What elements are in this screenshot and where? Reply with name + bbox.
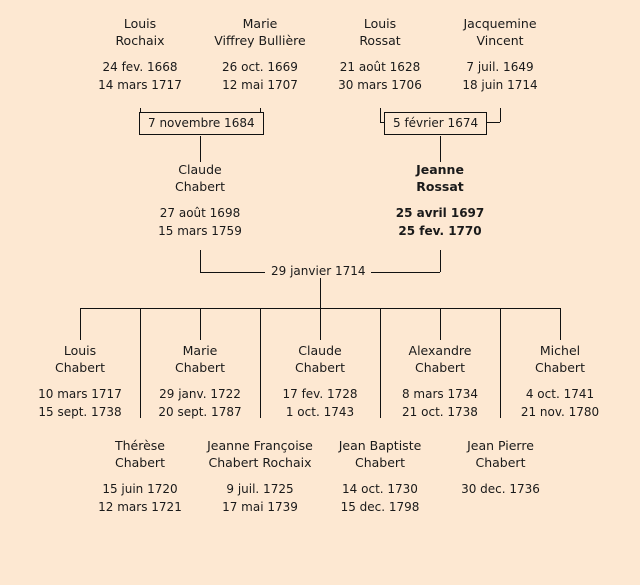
person-birth-date: 26 oct. 1669	[222, 59, 298, 74]
person-last-name: Chabert	[175, 359, 225, 375]
connector-line	[140, 308, 141, 418]
person-claude-chabert-fils	[266, 343, 374, 420]
person-death-date: 12 mai 1707	[222, 77, 298, 92]
person-birth-date: 15 juin 1720	[102, 481, 178, 496]
person-claude-chabert	[140, 162, 260, 239]
person-first-name: Louis	[123, 16, 157, 31]
marriage-date-rochaix	[139, 112, 264, 135]
person-death-date: 30 mars 1706	[338, 77, 422, 92]
person-last-name: Rossat	[359, 32, 401, 48]
person-last-name: Viffrey Bullière	[214, 32, 306, 48]
person-first-name: Thérèse	[114, 438, 165, 453]
person-jean-baptiste-chabert	[320, 438, 440, 515]
person-alexandre-chabert	[386, 343, 494, 420]
connector-line	[560, 308, 561, 340]
person-birth-date: 21 août 1628	[339, 59, 421, 74]
connector-line	[440, 250, 441, 272]
person-last-name: Chabert	[55, 359, 105, 375]
marriage-date-label: 29 janvier 1714	[271, 264, 366, 278]
person-birth-date: 10 mars 1717	[38, 386, 122, 401]
person-death-date: 21 nov. 1780	[520, 404, 600, 419]
connector-line	[380, 308, 381, 418]
person-first-name: Jean Baptiste	[338, 438, 422, 453]
person-last-name: Chabert	[415, 359, 465, 375]
connector-line	[500, 108, 501, 122]
person-birth-date: 14 oct. 1730	[342, 481, 418, 496]
person-last-name: Chabert	[175, 178, 225, 194]
person-marie-chabert	[146, 343, 254, 420]
person-louis-rochaix	[80, 16, 200, 93]
person-birth-date: 27 août 1698	[159, 205, 241, 220]
person-birth-date: 30 dec. 1736	[461, 481, 540, 496]
person-death-date: 18 juin 1714	[462, 77, 538, 92]
person-first-name: Marie	[182, 343, 218, 358]
person-birth-date: 17 fev. 1728	[282, 386, 358, 401]
person-michel-chabert	[506, 343, 614, 420]
person-louis-rossat	[320, 16, 440, 93]
person-death-date: 14 mars 1717	[98, 77, 182, 92]
person-first-name: Louis	[363, 16, 397, 31]
person-birth-date: 25 avril 1697	[395, 205, 485, 220]
person-first-name: Louis	[63, 343, 97, 358]
person-birth-date: 4 oct. 1741	[525, 386, 595, 401]
person-last-name: Chabert	[295, 359, 345, 375]
person-last-name: Rochaix	[115, 32, 165, 48]
connector-line	[200, 250, 201, 272]
person-first-name: Jeanne Françoise	[207, 438, 313, 453]
person-jacquemine-vincent	[438, 16, 562, 93]
connector-line	[380, 108, 381, 122]
person-first-name: Alexandre	[408, 343, 472, 358]
person-death-date: 21 oct. 1738	[402, 404, 478, 419]
person-birth-date: 7 juil. 1649	[466, 59, 534, 74]
connector-line	[200, 308, 201, 340]
marriage-date-rossat	[384, 112, 487, 135]
person-last-name: Chabert	[475, 454, 526, 470]
person-last-name: Vincent	[476, 32, 524, 48]
person-death-date: 1 oct. 1743	[285, 404, 355, 419]
person-death-date: 17 mai 1739	[222, 499, 298, 514]
person-death-date: 20 sept. 1787	[158, 404, 242, 419]
person-marie-viffrey-bulliere	[195, 16, 325, 93]
connector-line	[320, 308, 321, 340]
person-jeanne-francoise-chabert-rochaix	[190, 438, 330, 515]
person-first-name: Jeanne	[416, 162, 464, 177]
person-last-name: Rossat	[416, 178, 464, 194]
person-jeanne-rossat	[380, 162, 500, 239]
marriage-date-label: 5 février 1674	[393, 116, 479, 130]
person-birth-date: 8 mars 1734	[401, 386, 479, 401]
person-birth-date: 9 juil. 1725	[226, 481, 294, 496]
person-death-date: 12 mars 1721	[98, 499, 182, 514]
connector-line	[440, 136, 441, 162]
person-first-name: Jacquemine	[463, 16, 537, 31]
person-first-name: Claude	[298, 343, 342, 358]
connector-line	[440, 308, 441, 340]
person-jean-pierre-chabert	[443, 438, 558, 499]
person-death-date: 15 sept. 1738	[38, 404, 122, 419]
person-therese-chabert	[86, 438, 194, 515]
person-death-date: 15 dec. 1798	[340, 499, 420, 514]
connector-line	[200, 136, 201, 162]
connector-line	[500, 308, 501, 418]
connector-line	[80, 308, 81, 340]
person-last-name: Chabert Rochaix	[208, 454, 312, 470]
person-last-name: Chabert	[115, 454, 165, 470]
person-first-name: Michel	[539, 343, 581, 358]
person-first-name: Jean Pierre	[467, 438, 534, 453]
person-birth-date: 29 janv. 1722	[159, 386, 241, 401]
person-death-date: 25 fev. 1770	[398, 223, 482, 238]
person-last-name: Chabert	[535, 359, 585, 375]
connector-line	[260, 308, 261, 418]
person-birth-date: 24 fev. 1668	[102, 59, 178, 74]
person-death-date: 15 mars 1759	[158, 223, 242, 238]
marriage-date-label: 7 novembre 1684	[148, 116, 255, 130]
person-last-name: Chabert	[355, 454, 405, 470]
person-louis-chabert	[26, 343, 134, 420]
marriage-date-chabert-rossat	[265, 264, 371, 278]
person-first-name: Marie	[242, 16, 278, 31]
person-first-name: Claude	[178, 162, 222, 177]
